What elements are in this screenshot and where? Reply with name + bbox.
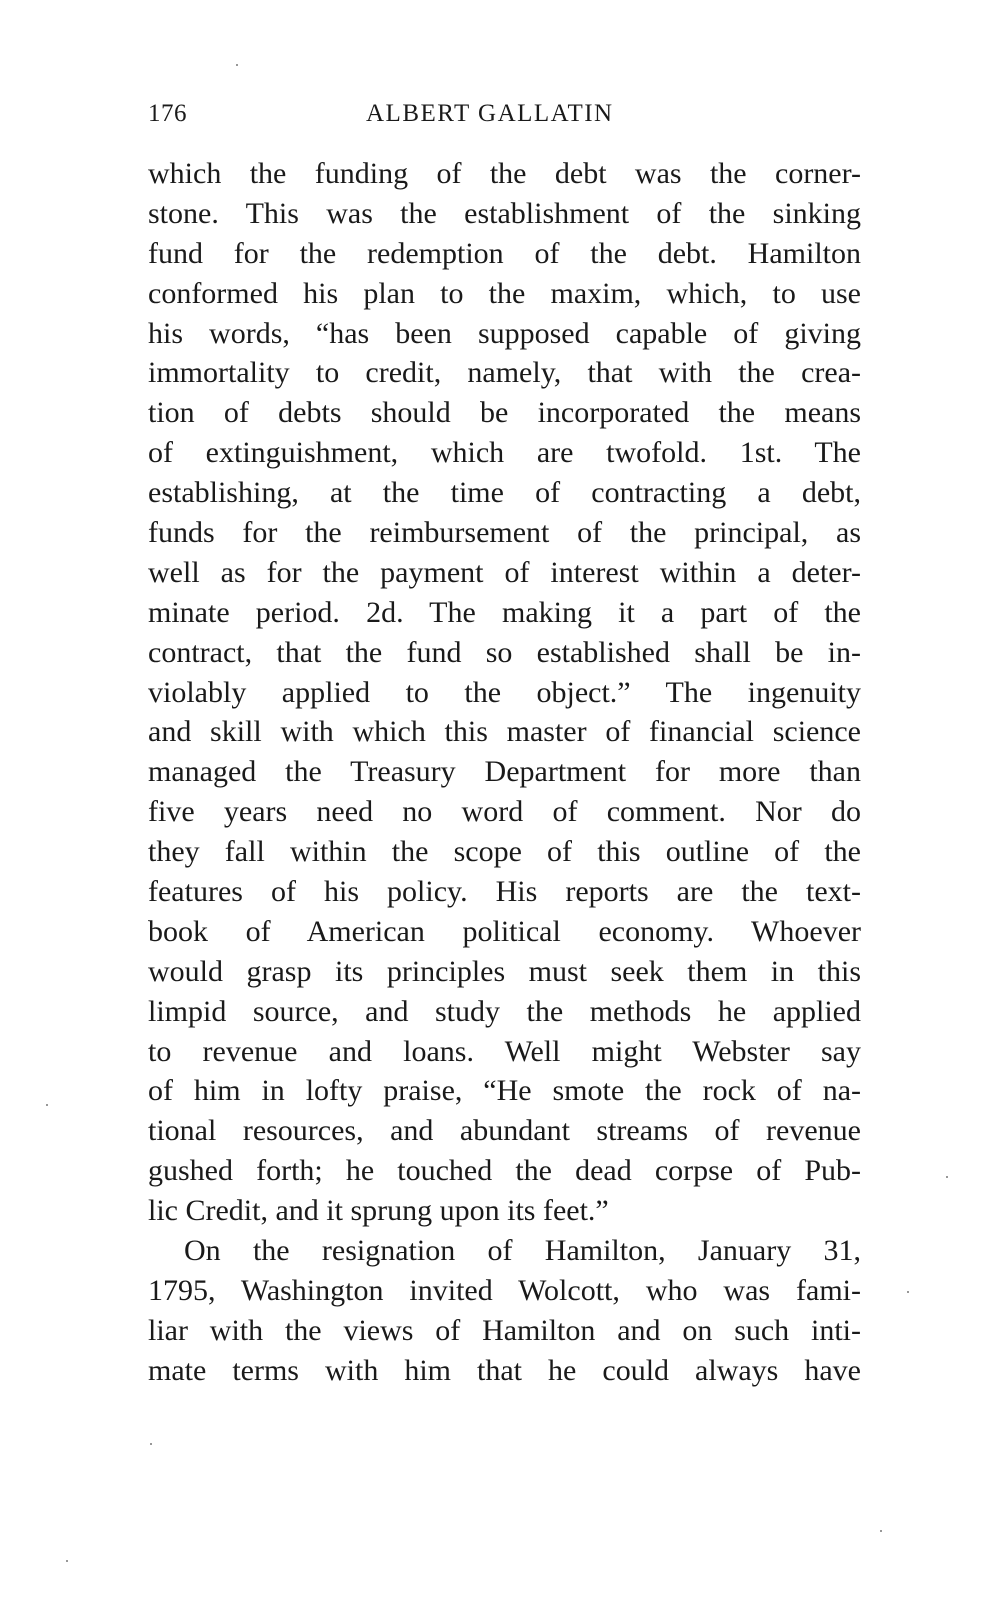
text-line: violably applied to the object.” The ingenuity <box>148 675 861 709</box>
text-line: would grasp its principles must seek them in this <box>148 954 861 988</box>
scan-speck <box>66 1560 68 1562</box>
text-line: and skill with which this master of financial science <box>148 715 861 749</box>
text-line: they fall within the scope of this outline of the <box>148 835 861 869</box>
scan-speck <box>880 1530 882 1532</box>
text-line: well as for the payment of interest within a deter- <box>148 555 861 589</box>
text-line: 1795, Washington invited Wolcott, who was fami- <box>148 1273 861 1307</box>
text-line: which the funding of the debt was the corner- <box>148 157 861 190</box>
text-line: contract, that the fund so established shall be in- <box>148 635 861 669</box>
paragraph-end-line: lic Credit, and it sprung upon its feet.” <box>148 1194 609 1228</box>
text-line: to revenue and loans. Well might Webster say <box>148 1034 861 1068</box>
text-line: minate period. 2d. The making it a part of the <box>148 595 861 629</box>
scan-speck <box>236 64 238 66</box>
text-line: tion of debts should be incorporated the means <box>148 396 861 430</box>
text-line: liar with the views of Hamilton and on such inti- <box>148 1313 861 1347</box>
scan-speck <box>46 1104 48 1106</box>
text-line: of extinguishment, which are twofold. 1st. The <box>148 436 861 470</box>
text-line: establishing, at the time of contracting a debt, <box>148 476 861 510</box>
page-number: 176 <box>148 100 187 127</box>
text-line: conformed his plan to the maxim, which, to use <box>148 276 861 310</box>
text-line: five years need no word of comment. Nor do <box>148 795 861 829</box>
page-body <box>148 154 861 1391</box>
text-line: his words, “has been supposed capable of giving <box>148 316 861 350</box>
text-line: mate terms with him that he could always have <box>148 1353 861 1387</box>
text-line: features of his policy. His reports are the text- <box>148 875 861 909</box>
text-line: fund for the redemption of the debt. Hamilton <box>148 236 861 270</box>
text-line: immortality to credit, namely, that with the crea- <box>148 356 861 390</box>
scan-speck <box>150 1443 152 1445</box>
text-line: funds for the reimbursement of the principal, as <box>148 516 861 550</box>
text-line: managed the Treasury Department for more than <box>148 755 861 789</box>
running-title: ALBERT GALLATIN <box>366 100 614 127</box>
scan-speck <box>907 1291 909 1293</box>
text-line: book of American political economy. Whoever <box>148 914 861 948</box>
text-line: stone. This was the establishment of the sinking <box>148 196 861 230</box>
text-line: gushed forth; he touched the dead corpse of Pub- <box>148 1154 861 1188</box>
text-line: of him in lofty praise, “He smote the rock of na- <box>148 1074 861 1108</box>
scan-speck <box>946 1176 948 1178</box>
paragraph-start-line: On the resignation of Hamilton, January 31, <box>184 1234 861 1268</box>
text-line: tional resources, and abundant streams of revenue <box>148 1114 861 1148</box>
text-line: limpid source, and study the methods he applied <box>148 994 861 1028</box>
